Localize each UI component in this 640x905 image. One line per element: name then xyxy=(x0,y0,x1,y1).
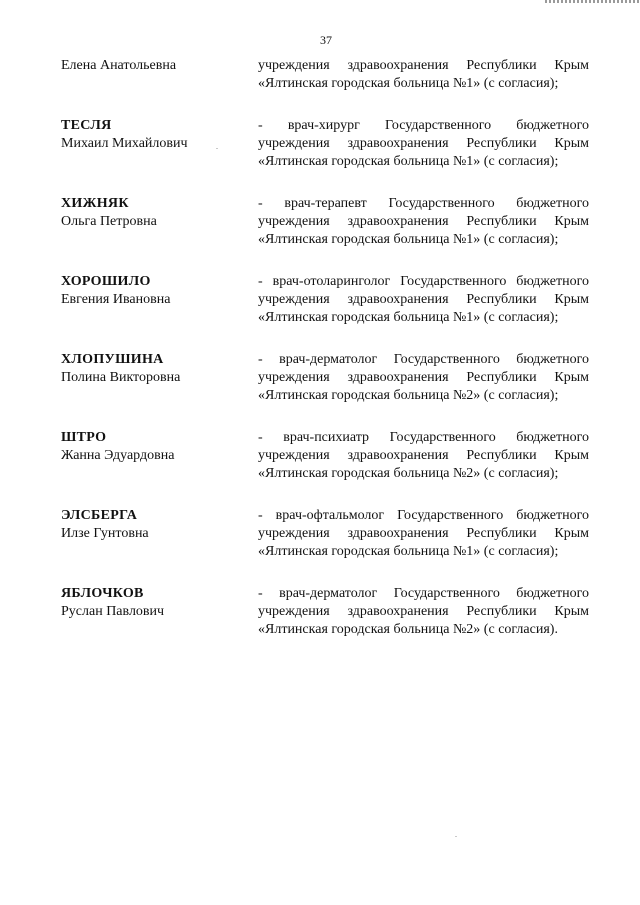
surname: ХИЖНЯК xyxy=(61,196,129,211)
list-item xyxy=(61,351,589,405)
member-list xyxy=(61,57,589,639)
surname: ХОРОШИЛО xyxy=(61,274,151,289)
given-names: Илзе Гунтовна xyxy=(61,526,149,541)
given-names: Полина Викторовна xyxy=(61,370,181,385)
given-names: Михаил Михайлович xyxy=(61,136,188,151)
person-name xyxy=(61,273,258,309)
list-item xyxy=(61,57,589,93)
given-names: Евгения Ивановна xyxy=(61,292,171,307)
person-name xyxy=(61,351,258,387)
list-item xyxy=(61,195,589,249)
position-description: - врач-психиатр Государственного бюджетного учреждения здравоохранения Республики Крым «Ялтинская городская больница №2» (с согласия); xyxy=(258,430,589,481)
list-item xyxy=(61,273,589,327)
given-names: Руслан Павлович xyxy=(61,604,165,619)
person-name xyxy=(61,585,258,621)
surname: ШТРО xyxy=(61,430,107,445)
position-description: - врач-хирург Государственного бюджетного учреждения здравоохранения Республики Крым «Ялтинская городская больница №1» (с согласия); xyxy=(258,118,589,169)
surname: ЭЛСБЕРГА xyxy=(61,508,138,523)
page-number: 37 xyxy=(320,33,332,47)
list-item xyxy=(61,117,589,171)
person-name xyxy=(61,117,258,153)
surname: ХЛОПУШИНА xyxy=(61,352,164,367)
list-item xyxy=(61,507,589,561)
given-names: Жанна Эдуардовна xyxy=(61,448,175,463)
person-name xyxy=(61,195,258,231)
person-name xyxy=(61,57,258,75)
given-names: Ольга Петровна xyxy=(61,214,157,229)
position-description: - врач-отоларинголог Государственного бюджетного учреждения здравоохранения Республики Крым «Ялтинская городская больница №1» (с согласия); xyxy=(258,274,589,325)
position-description: - врач-терапевт Государственного бюджетного учреждения здравоохранения Республики Крым «Ялтинская городская больница №1» (с согласия); xyxy=(258,196,589,247)
position-description: - врач-дерматолог Государственного бюджетного учреждения здравоохранения Республики Крым «Ялтинская городская больница №2» (с согласия); xyxy=(258,352,589,403)
scan-speck xyxy=(455,836,457,837)
person-name xyxy=(61,429,258,465)
scan-edge-mark xyxy=(545,0,640,3)
person-name xyxy=(61,507,258,543)
surname: ТЕСЛЯ xyxy=(61,118,112,133)
position-description: - врач-офтальмолог Государственного бюджетного учреждения здравоохранения Республики Крым «Ялтинская городская больница №1» (с согласия); xyxy=(258,508,589,559)
position-description: учреждения здравоохранения Республики Крым «Ялтинская городская больница №1» (с согласия); xyxy=(258,58,589,91)
surname: ЯБЛОЧКОВ xyxy=(61,586,144,601)
list-item xyxy=(61,429,589,483)
position-description: - врач-дерматолог Государственного бюджетного учреждения здравоохранения Республики Крым «Ялтинская городская больница №2» (с согласия). xyxy=(258,586,589,637)
given-names: Елена Анатольевна xyxy=(61,58,177,73)
list-item xyxy=(61,585,589,639)
